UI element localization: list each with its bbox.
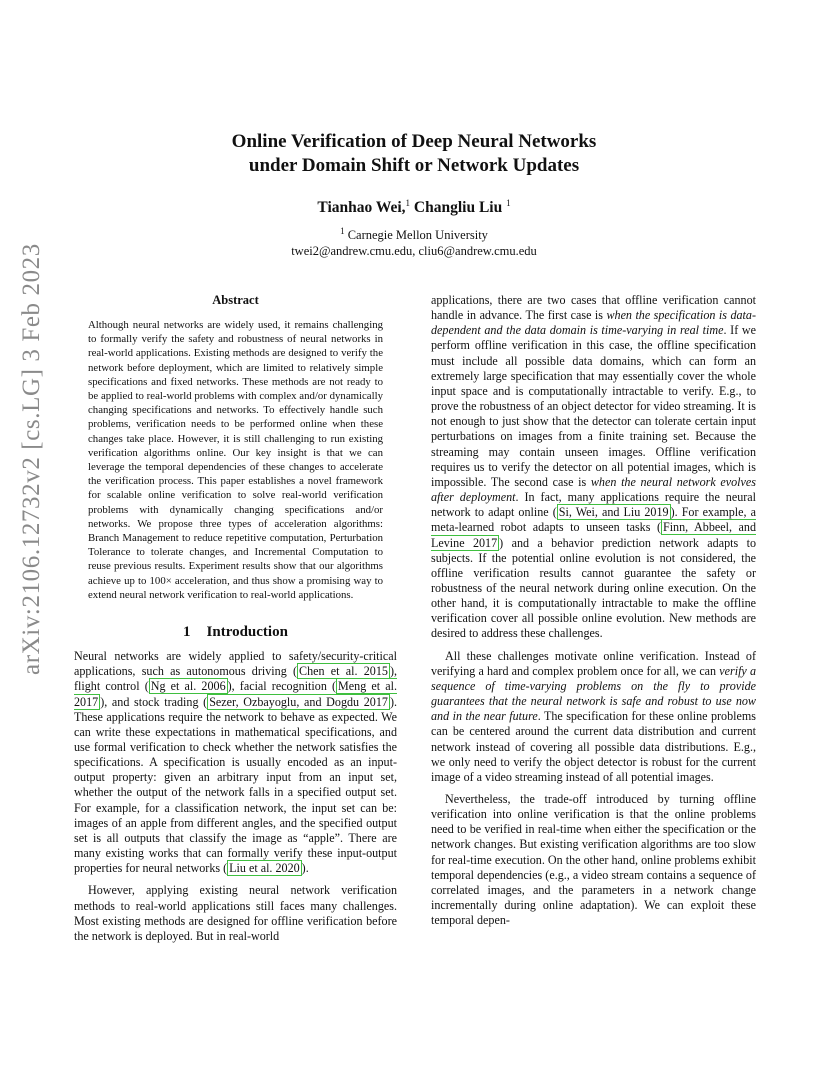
intro-paragraph-2: However, applying existing neural network verification methods to real-world applications still faces many challenges. Most existing methods are designed for offline verification before the network is deployed. But in real-world xyxy=(74,883,397,943)
citation-chen-2015[interactable]: Chen et al. 2015 xyxy=(299,664,388,679)
citation-sezer-2017[interactable]: Sezer, Ozbayoglu, and Dogdu 2017 xyxy=(209,694,388,709)
paper-title xyxy=(0,130,828,178)
affil-university: Carnegie Mellon University xyxy=(347,228,488,243)
citation-meng-2017[interactable]: Meng et al. 2017 xyxy=(74,679,398,709)
arxiv-identifier: arXiv:2106.12732v2 [cs.LG] 3 Feb 2023 xyxy=(18,243,45,675)
affil-emails: twei2@andrew.cmu.edu, cliu6@andrew.cmu.edu xyxy=(291,244,537,259)
title-line-2: under Domain Shift or Network Updates xyxy=(248,155,580,176)
affil-mark: 1 xyxy=(340,226,345,237)
citation-finn-2017[interactable]: Finn, Abbeel, and Levine 2017 xyxy=(431,520,756,550)
author-liu: Changliu Liu xyxy=(413,199,503,217)
author-liu-affil-mark: 1 xyxy=(506,198,511,208)
author-wei: Tianhao Wei, xyxy=(317,199,406,217)
left-column xyxy=(74,293,397,944)
intro-title: Introduction xyxy=(206,624,288,641)
title-block xyxy=(0,130,828,259)
affiliation xyxy=(0,223,828,259)
citation-ng-2006[interactable]: Ng et al. 2006 xyxy=(150,679,226,694)
intro-paragraph-1: Neural networks are widely applied to safety/security-critical applications, such as autonomous driving ( Chen et al. 2015 ), flight control ( Ng et al. 2006 ), facial recognition ( Meng et al. 2017 ), and stock trading ( Sezer, Ozbayoglu, and Dogdu 2017 ). These applications require the network to behave as expected. We can write these expectations in mathematical specifications, and use formal verification to check whether the network satisfies the specifications. A specification is usually encoded as an input-output property: given an arbitrary input from an input set, whether the output of the network falls in a specified output set. For example, for a classification network, the input set can be: images of an apple from different angles, and the specified output set is all outputs that classify the image as “apple”. There are many existing works that can formally verify these input-output properties for neural networks ( Liu et al. 2020 ). xyxy=(74,649,398,876)
title-line-1: Online Verification of Deep Neural Networks xyxy=(231,131,597,152)
authors xyxy=(0,198,828,217)
right-paragraph-3: Nevertheless, the trade-off introduced by turning offline verification into online verification is that the online problems need to be verified in real-time when either the specification or the network changes. But existing verification algorithms are too slow for real-time execution. On the other hand, online problems exhibit temporal dependencies (e.g., a video stream contains a sequence of correlated images, and the parameters in a network change incrementally during online adaptation). We can exploit these temporal depen- xyxy=(431,792,756,928)
right-paragraph-1: applications, there are two cases that offline verification cannot handle in advance. The first case is when the specification is data-dependent and the data domain is time-varying in real time. If we perform offline verification in this case, the offline specification must include all possible data domains, which can form an extremely large specification that may essentially cover the whole input space and is computationally intractable to verify. E.g., to prove the robustness of an object detector for video streaming. It is not enough to just show that the detector can tolerate certain input perturbations on images from a finite training set. Because the streaming may contain unseen images. Offline verification requires us to verify the detector on all potential images, which is impossible. The second case is when the neural network evolves after deployment. In fact, many applications require the neural network to adapt online ( Si, Wei, and Liu 2019 ). For example, a meta-learned robot adapts to unseen tasks ( Finn, Abbeel, and Levine 2017 ) and a behavior prediction network adapts to subjects. If the potential online evolution is not considered, the offline verification results cannot guarantee the safety or robustness of the neural network during online execution. On the other hand, it is computationally intractable to make the offline verification cover all possible online evolution. New methods are desired to address these challenges. xyxy=(431,293,757,641)
intro-number: 1 xyxy=(183,624,191,641)
right-paragraph-2: All these challenges motivate online verification. Instead of verifying a hard and complex problem once for all, we can verify a sequence of time-varying problems on the fly to provide guarantees that the neural network is safe and robust to use now and in the near future. The specification for these online problems can be centered around the current data distribution and current network instead of covering all possible data distributions. E.g., we only need to verify the object detector is robust for the current image of a video streaming instead of all potential images. xyxy=(431,648,756,784)
author-wei-affil-mark: 1 xyxy=(405,198,411,208)
abstract-heading: Abstract xyxy=(212,293,259,307)
intro-heading xyxy=(74,624,397,641)
citation-liu-2020[interactable]: Liu et al. 2020 xyxy=(229,861,300,876)
citation-si-2019[interactable]: Si, Wei, and Liu 2019 xyxy=(558,505,669,520)
right-column xyxy=(431,293,756,928)
abstract-text: Although neural networks are widely used, it remains challenging to formally verify the safety and robustness of neural networks in real-world applications. Existing methods are designed to verify the network before deployment, which are limited to relatively simple specifications and fixed networks. These methods are not ready to be applied to real-world problems with complex and/or dynamically changing specifications and networks. To effectively handle such problems, verification needs to be performed online when these changes take place. However, it is still challenging to run existing verification algorithms online. Our key insight is that we can leverage the temporal dependencies of these changes to accelerate the verification process. This paper establishes a novel framework for scalable online verification to solve real-world verification problems with dynamically changing specifications and/or networks. We propose three types of acceleration algorithms: Branch Management to reduce repetitive computation, Perturbation Tolerance to tolerate changes, and Incremental Computation to reuse previous results. Experiment results show that our algorithms achieve up to 100× acceleration, and thus show a promising way to extend neural network verification to real-world applications. xyxy=(88,319,383,601)
